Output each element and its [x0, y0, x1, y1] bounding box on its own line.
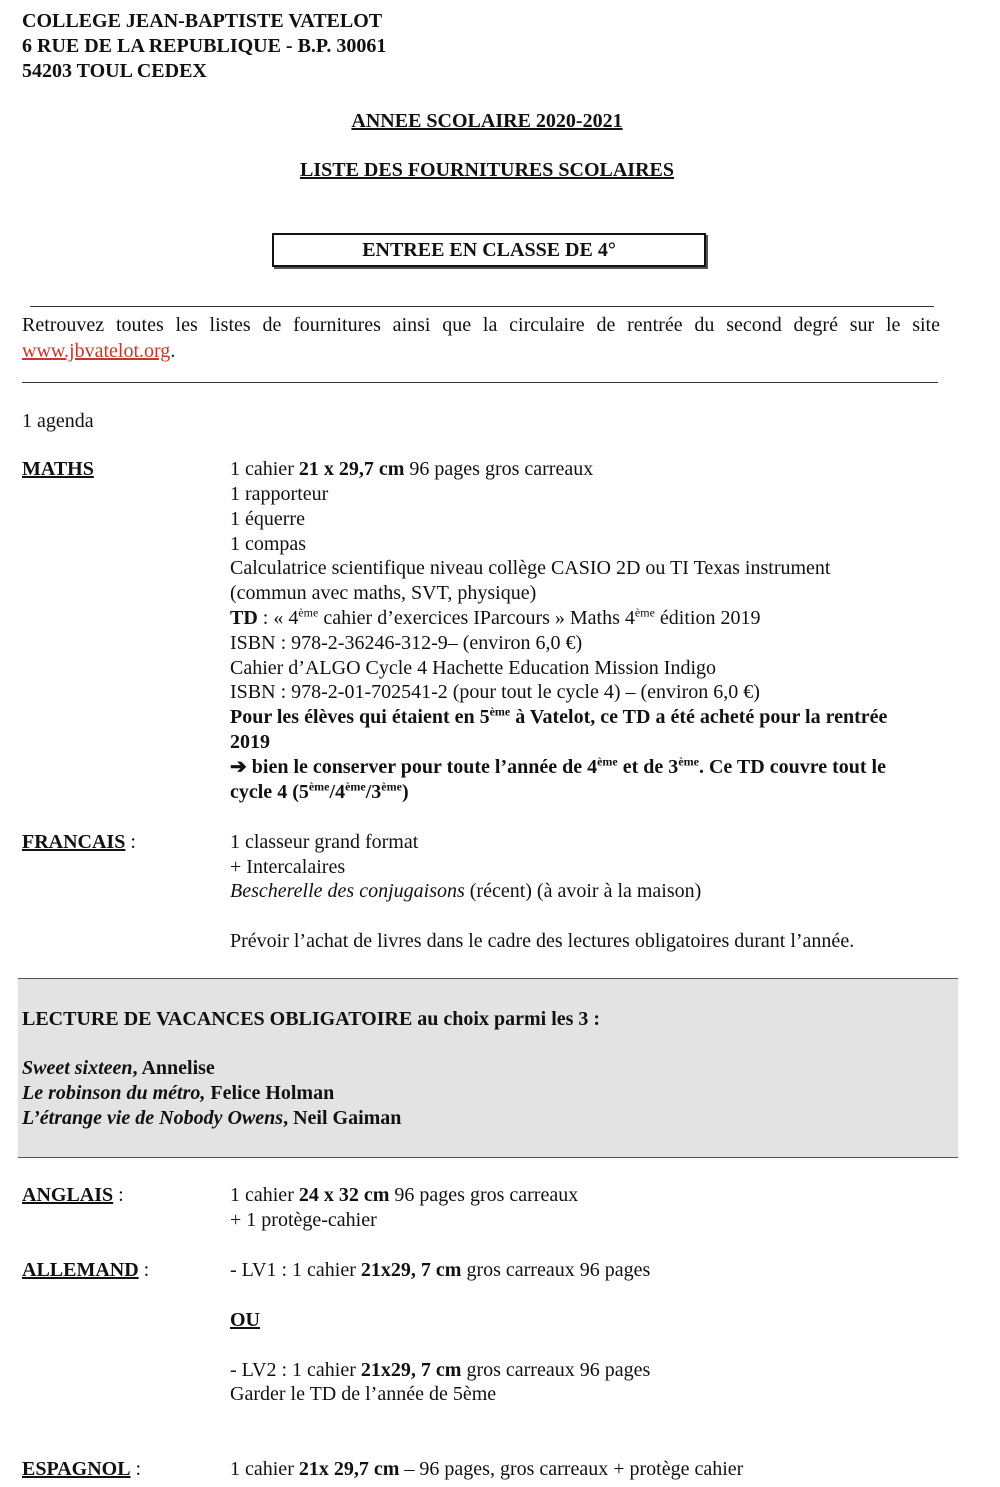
allemand-ou: OU — [230, 1309, 260, 1331]
anglais-item-cahier: 1 cahier 24 x 32 cm 96 pages gros carreaux — [230, 1184, 579, 1206]
allemand-td: Garder le TD de l’année de 5ème — [230, 1383, 497, 1405]
allemand-label: ALLEMAND : — [22, 1259, 150, 1281]
arrow-icon: ➔ — [230, 756, 247, 778]
maths-label: MATHS — [22, 458, 94, 480]
maths-item-equerre: 1 équerre — [230, 508, 305, 530]
espagnol-label: ESPAGNOL : — [22, 1458, 142, 1480]
agenda: 1 agenda — [22, 410, 94, 432]
school-name: COLLEGE JEAN-BAPTISTE VATELOT — [22, 10, 383, 32]
allemand-lv2: - LV2 : 1 cahier 21x29, 7 cm gros carreaux 96 pages — [230, 1359, 651, 1381]
francais-label: FRANCAIS : — [22, 831, 136, 853]
maths-note-line2: 2019 — [230, 731, 270, 753]
maths-isbn-td: ISBN : 978-2-36246-312-9– (environ 6,0 €) — [230, 632, 583, 654]
divider-bottom — [22, 382, 938, 383]
website-link[interactable]: www.jbvatelot.org — [22, 340, 171, 362]
class-box: ENTREE EN CLASSE DE 4° — [272, 233, 706, 267]
maths-item-algo: Cahier d’ALGO Cycle 4 Hachette Education Mission Indigo — [230, 657, 716, 679]
lecture-book-2: Le robinson du métro, Felice Holman — [22, 1082, 335, 1104]
maths-item-calculatrice: Calculatrice scientifique niveau collège CASIO 2D ou TI Texas instrument — [230, 557, 831, 579]
allemand-lv1: - LV1 : 1 cahier 21x29, 7 cm gros carreaux 96 pages — [230, 1259, 651, 1281]
divider-top — [30, 306, 934, 307]
school-address: 6 RUE DE LA REPUBLIQUE - B.P. 30061 — [22, 35, 387, 57]
list-title: LISTE DES FOURNITURES SCOLAIRES — [299, 159, 674, 181]
anglais-label: ANGLAIS : — [22, 1184, 124, 1206]
francais-item-bescherelle: Bescherelle des conjugaisons (récent) (à avoir à la maison) — [230, 880, 702, 902]
maths-item-rapporteur: 1 rapporteur — [230, 483, 329, 505]
lecture-title: LECTURE DE VACANCES OBLIGATOIRE au choix parmi les 3 : — [22, 1008, 601, 1030]
intro-period: . — [170, 340, 176, 362]
lecture-book-1: Sweet sixteen, Annelise — [22, 1057, 215, 1079]
francais-item-classeur: 1 classeur grand format — [230, 831, 419, 853]
maths-note-line1: Pour les élèves qui étaient en 5ème à Vatelot, ce TD a été acheté pour la rentrée — [230, 704, 888, 728]
francais-item-intercalaires: + Intercalaires — [230, 856, 346, 878]
maths-isbn-algo: ISBN : 978-2-01-702541-2 (pour tout le cycle 4) – (environ 6,0 €) — [230, 681, 760, 703]
francais-note-livres: Prévoir l’achat de livres dans le cadre des lectures obligatoires durant l’année. — [230, 930, 855, 952]
maths-item-td: TD : « 4ème cahier d’exercices IParcours » Maths 4ème édition 2019 — [230, 605, 761, 629]
maths-note-line3: ➔ bien le conserver pour toute l’année de 4ème et de 3ème. Ce TD couvre tout le — [230, 754, 886, 778]
maths-item-compas: 1 compas — [230, 533, 307, 555]
anglais-item-protege: + 1 protège-cahier — [230, 1209, 377, 1231]
espagnol-item-cahier: 1 cahier 21x 29,7 cm – 96 pages, gros carreaux + protège cahier — [230, 1458, 744, 1480]
school-city: 54203 TOUL CEDEX — [22, 60, 207, 82]
intro-paragraph — [22, 312, 940, 364]
school-year: ANNEE SCOLAIRE 2020-2021 — [351, 110, 623, 132]
intro-text: Retrouvez toutes les listes de fournitures ainsi que la circulaire de rentrée du second degré sur le site — [22, 314, 940, 336]
lecture-book-3: L’étrange vie de Nobody Owens, Neil Gaiman — [22, 1107, 402, 1129]
maths-note-line4: cycle 4 (5ème/4ème/3ème) — [230, 779, 409, 803]
maths-item-cahier: 1 cahier 21 x 29,7 cm 96 pages gros carreaux — [230, 458, 594, 480]
maths-item-calculatrice-note: (commun avec maths, SVT, physique) — [230, 582, 537, 604]
